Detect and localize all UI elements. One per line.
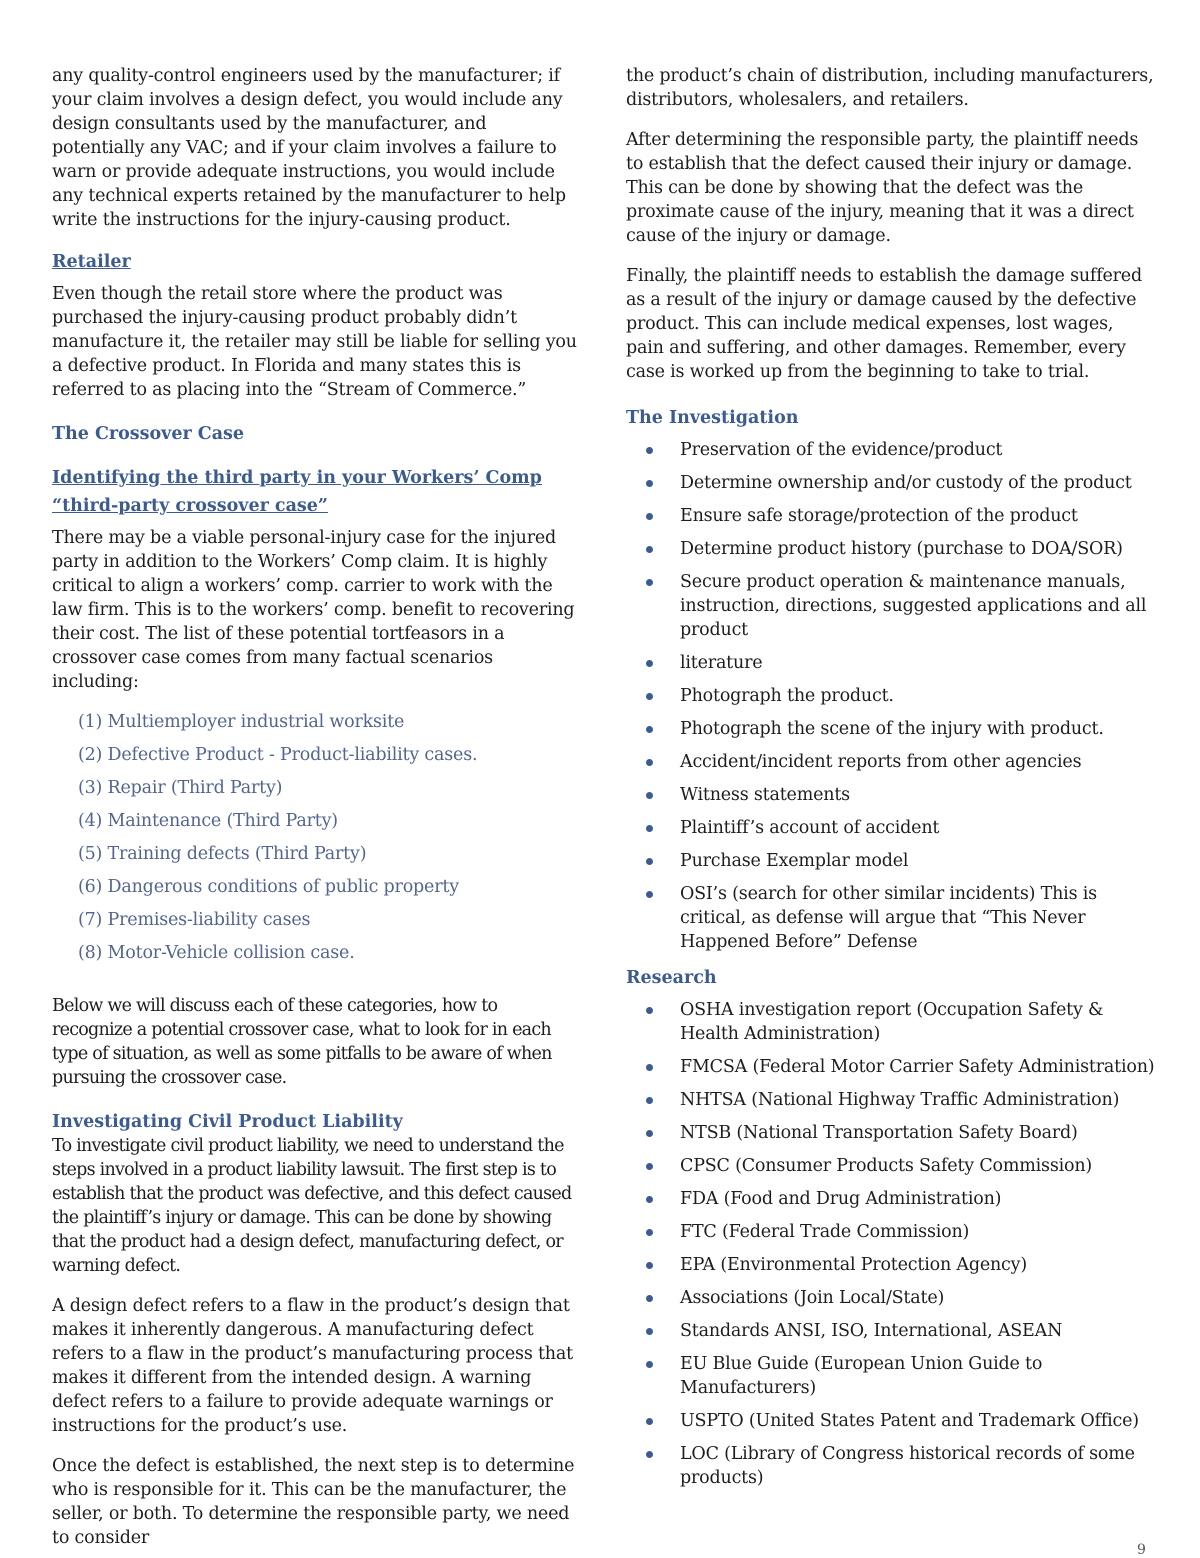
list-item-text: LOC (Library of Congress historical records of some products)	[680, 1444, 1135, 1488]
list-item-text: USPTO (United States Patent and Trademark Office)	[680, 1411, 1139, 1431]
scenario-list	[52, 706, 582, 970]
list-item	[626, 651, 1156, 675]
bullet-icon	[646, 1007, 653, 1014]
identifying-paragraph: There may be a viable personal-injury case for the injured party in addition to the Workers’ Comp claim. It is highly critical to align a workers’ comp. carrier to work with the law firm. This is to the workers’ comp. benefit to recovering their cost. The list of these potential tortfeasors in a crossover case comes from many factual scenarios including:	[52, 528, 575, 692]
research-heading: Research	[626, 968, 717, 988]
list-item	[626, 1055, 1156, 1079]
crossover-heading: The Crossover Case	[52, 424, 245, 444]
causation-paragraph: After determining the responsible party, the plaintiff needs to establish that the defect caused their injury or damage. This can be done by showing that the defect was the proximate cause of the injury, meaning that it was a direct cause of the injury or damage.	[626, 130, 1139, 246]
list-item-text: NHTSA (National Highway Traffic Administration)	[680, 1090, 1120, 1110]
list-item-text: literature	[680, 653, 763, 673]
bullet-icon	[646, 1295, 653, 1302]
list-item-text: Photograph the product.	[680, 686, 894, 706]
list-item-text: Standards ANSI, ISO, International, ASEAN	[680, 1321, 1063, 1341]
list-item-text: NTSB (National Transportation Safety Board)	[680, 1123, 1078, 1143]
right-column	[626, 64, 1156, 1502]
bullet-icon	[646, 726, 653, 733]
list-item	[626, 1442, 1156, 1490]
responsible-party-paragraph: Once the defect is established, the next step is to determine who is responsible for it. This can be the manufacturer, the seller, or both. To determine the responsible party, we need to consider	[52, 1456, 575, 1548]
list-item-text: EU Blue Guide (European Union Guide to Manufacturers)	[680, 1354, 1043, 1398]
list-item	[626, 1220, 1156, 1244]
left-column	[52, 64, 582, 1550]
list-item	[626, 717, 1156, 741]
list-item-text: Determine ownership and/or custody of the product	[680, 473, 1132, 493]
list-item-text: Ensure safe storage/protection of the product	[680, 506, 1078, 526]
bullet-icon	[646, 660, 653, 667]
page-number: 9	[1137, 1542, 1146, 1558]
bullet-icon	[646, 513, 653, 520]
list-item	[626, 1409, 1156, 1433]
retailer-heading[interactable]: Retailer	[52, 252, 131, 272]
list-item	[626, 816, 1156, 840]
list-item	[626, 570, 1156, 642]
intro-paragraph: any quality-control engineers used by the manufacturer; if your claim involves a design defect, you would include any design consultants used by the manufacturer, and potentially any VAC; and if your claim involves a failure to warn or provide adequate instructions, you would include any technical experts retained by the manufacturer to help write the instructions for the injury-causing product.	[52, 66, 566, 230]
list-item: (8) Motor-Vehicle collision case.	[78, 943, 355, 963]
list-item: (1) Multiemployer industrial worksite	[78, 712, 405, 732]
list-item: (7) Premises-liability cases	[78, 910, 311, 930]
list-item-text: Associations (Join Local/State)	[680, 1288, 945, 1308]
bullet-icon	[646, 792, 653, 799]
investigating-heading: Investigating Civil Product Liability	[52, 1112, 403, 1132]
list-item: (5) Training defects (Third Party)	[78, 844, 367, 864]
bullet-icon	[646, 1064, 653, 1071]
list-item-text: FTC (Federal Trade Commission)	[680, 1222, 970, 1242]
bullet-icon	[646, 1229, 653, 1236]
list-item-text: Accident/incident reports from other agencies	[680, 752, 1082, 772]
bullet-icon	[646, 546, 653, 553]
bullet-icon	[646, 1418, 653, 1425]
list-item	[626, 684, 1156, 708]
bullet-icon	[646, 825, 653, 832]
bullet-icon	[646, 759, 653, 766]
bullet-icon	[646, 1130, 653, 1137]
list-item	[626, 750, 1156, 774]
list-item	[626, 1121, 1156, 1145]
bullet-icon	[646, 858, 653, 865]
list-item: (2) Defective Product - Product-liability cases.	[78, 745, 478, 765]
damages-paragraph: Finally, the plaintiff needs to establish the damage suffered as a result of the injury or damage caused by the defective product. This can include medical expenses, lost wages, pain and suffering, and other damages. Remember, every case is worked up from the beginning to take to trial.	[626, 266, 1142, 382]
list-item-text: OSI’s (search for other similar incidents) This is critical, as defense will argue that “This Never Happened Before” Defense	[680, 884, 1097, 952]
list-item-text: Determine product history (purchase to DOA/SOR)	[680, 539, 1123, 559]
bullet-icon	[646, 1196, 653, 1203]
design-defect-paragraph: A design defect refers to a flaw in the product’s design that makes it inherently dangerous. A manufacturing defect refers to a flaw in the product’s manufacturing process that makes it different from the intended design. A warning defect refers to a failure to provide adequate warnings or instructions for the product’s use.	[52, 1296, 573, 1436]
bullet-icon	[646, 480, 653, 487]
bullet-icon	[646, 1451, 653, 1458]
list-item	[626, 849, 1156, 873]
list-item-text: Purchase Exemplar model	[680, 851, 909, 871]
list-item	[626, 1088, 1156, 1112]
bullet-icon	[646, 579, 653, 586]
research-list	[626, 998, 1156, 1490]
list-item	[626, 783, 1156, 807]
investigating-paragraph: To investigate civil product liability, we need to understand the steps involved in a product liability lawsuit. The first step is to establish that the product was defective, and this defect caused the plaintiff’s injury or damage. This can be done by showing that the product had a design defect, manufacturing defect, or warning defect.	[52, 1136, 572, 1276]
list-item	[626, 1154, 1156, 1178]
list-item	[626, 504, 1156, 528]
list-item-text: Plaintiff’s account of accident	[680, 818, 940, 838]
list-item-text: Photograph the scene of the injury with product.	[680, 719, 1104, 739]
list-item: (3) Repair (Third Party)	[78, 778, 283, 798]
list-item	[626, 1187, 1156, 1211]
list-item: (4) Maintenance (Third Party)	[78, 811, 338, 831]
bullet-icon	[646, 693, 653, 700]
distribution-paragraph: the product’s chain of distribution, including manufacturers, distributors, wholesalers, and retailers.	[626, 66, 1154, 110]
bullet-icon	[646, 1328, 653, 1335]
list-item-text: EPA (Environmental Protection Agency)	[680, 1255, 1027, 1275]
list-item	[626, 1319, 1156, 1343]
categories-paragraph: Below we will discuss each of these categories, how to recognize a potential crossover case, what to look for in each type of situation, as well as some pitfalls to be aware of when pursuing the crossover case.	[52, 996, 552, 1088]
investigation-list	[626, 438, 1156, 954]
list-item	[626, 537, 1156, 561]
bullet-icon	[646, 1163, 653, 1170]
list-item	[626, 1253, 1156, 1277]
bullet-icon	[646, 447, 653, 454]
list-item-text: Preservation of the evidence/product	[680, 440, 1003, 460]
list-item	[626, 998, 1156, 1046]
list-item	[626, 882, 1156, 954]
bullet-icon	[646, 1361, 653, 1368]
bullet-icon	[646, 891, 653, 898]
investigation-heading: The Investigation	[626, 408, 799, 428]
list-item	[626, 438, 1156, 462]
bullet-icon	[646, 1097, 653, 1104]
list-item: (6) Dangerous conditions of public property	[78, 877, 459, 897]
bullet-icon	[646, 1262, 653, 1269]
list-item-text: FMCSA (Federal Motor Carrier Safety Administration)	[680, 1057, 1155, 1077]
list-item	[626, 471, 1156, 495]
retailer-paragraph: Even though the retail store where the product was purchased the injury-causing product probably didn’t manufacture it, the retailer may still be liable for selling you a defective product. In Florida and many states this is referred to as placing into the “Stream of Commerce.”	[52, 284, 577, 400]
list-item-text: CPSC (Consumer Products Safety Commission)	[680, 1156, 1093, 1176]
list-item	[626, 1286, 1156, 1310]
list-item-text: Witness statements	[680, 785, 850, 805]
list-item-text: OSHA investigation report (Occupation Safety & Health Administration)	[680, 1000, 1104, 1044]
list-item	[626, 1352, 1156, 1400]
list-item-text: Secure product operation & maintenance manuals, instruction, directions, suggested applications and all product	[680, 572, 1147, 640]
list-item-text: FDA (Food and Drug Administration)	[680, 1189, 1002, 1209]
identifying-heading[interactable]: Identifying the third party in your Workers’ Comp “third-party crossover case”	[52, 468, 542, 516]
